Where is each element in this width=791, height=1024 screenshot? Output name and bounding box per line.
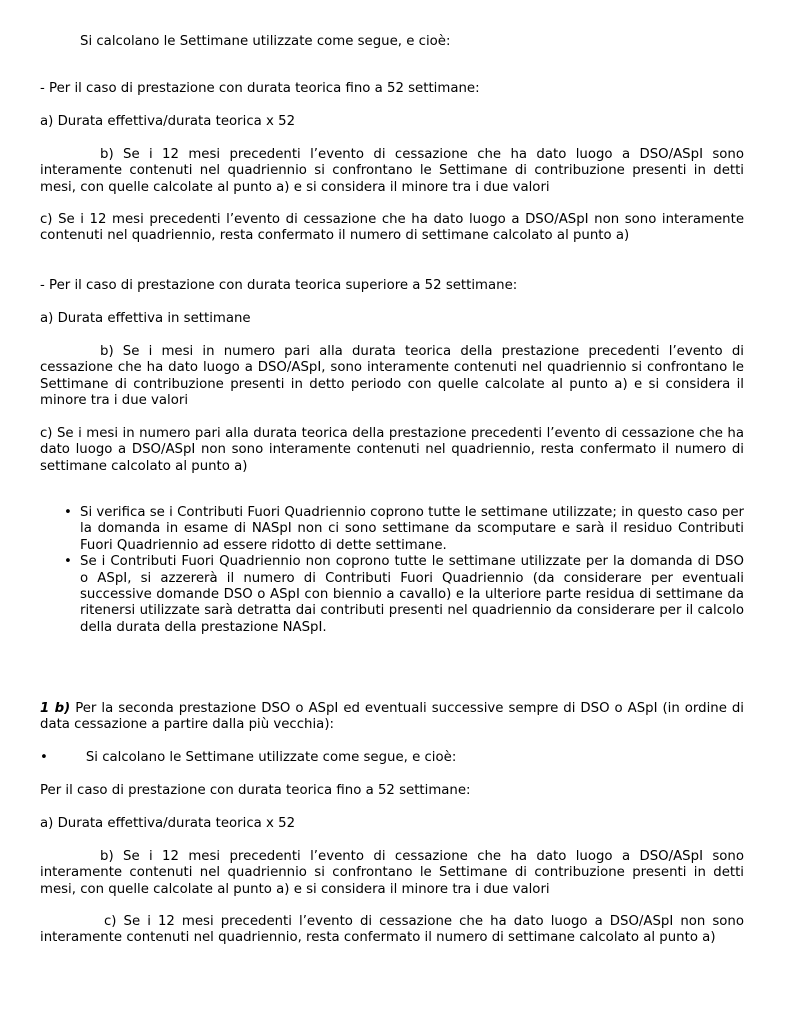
- section-1b-text: Per la seconda prestazione DSO o ASpI ed eventuali successive sempre di DSO o ASpI (in ordine di data cessazione a partire dalla più vecchia):: [40, 701, 744, 733]
- list-item-text: Se i Contributi Fuori Quadriennio non coprono tutte le settimane utilizzate per la domanda di DSO o ASpI, si azzererà il numero di Contributi Fuori Quadriennio (da considerare per eventuali successive domande DSO o ASpI con biennio a cavallo) e la ulteriore parte residua di settimane da ritenersi utilizzate sarà detratta dai contributi presenti nel quadriennio da considerare per il calcolo della durata della prestazione NASpI.: [80, 554, 744, 635]
- bullet-dot: •: [40, 750, 48, 765]
- point-c-12-months-repeat: c) Se i 12 mesi precedenti l’evento di cessazione che ha dato luogo a DSO/ASpI non sono interamente contenuti nel quadriennio, resta confermato il numero di settimane calcolato al punto a): [40, 914, 744, 946]
- point-b-theoretical: b) Se i mesi in numero pari alla durata teorica della prestazione precedenti l’evento di cessazione che ha dato luogo a DSO/ASpI, sono interamente contenuti nel quadriennio si confrontano le Settimane di contribuzione presenti in detto periodo con quelle calcolate al punto a) e si considera il minore tra i due valori: [40, 344, 744, 409]
- point-a-ratio: a) Durata effettiva/durata teorica x 52: [40, 114, 296, 129]
- case-heading-up-to-52: - Per il caso di prestazione con durata teorica fino a 52 settimane:: [40, 81, 480, 96]
- case-heading-over-52: - Per il caso di prestazione con durata teorica superiore a 52 settimane:: [40, 278, 518, 293]
- list-item-text: Si verifica se i Contributi Fuori Quadriennio coprono tutte le settimane utilizzate; in questo caso per la domanda in esame di NASpI non ci sono settimane da scomputare e sarà il residuo Contributi Fuori Quadriennio ad essere ridotto di dette settimane.: [80, 505, 744, 553]
- list-item: [40, 554, 744, 636]
- point-a-ratio-repeat: a) Durata effettiva/durata teorica x 52: [40, 816, 296, 831]
- point-c-12-months: c) Se i 12 mesi precedenti l’evento di cessazione che ha dato luogo a DSO/ASpI non sono interamente contenuti nel quadriennio, resta confermato il numero di settimane calcolato al punto a): [40, 212, 744, 244]
- bullet-list: [40, 505, 744, 636]
- point-b-12-months-repeat: b) Se i 12 mesi precedenti l’evento di cessazione che ha dato luogo a DSO/ASpI sono interamente contenuti nel quadriennio si confrontano le Settimane di contribuzione presenti in detti mesi, con quelle calcolate al punto a) e si considera il minore tra i due valori: [40, 849, 744, 897]
- intro-line: Si calcolano le Settimane utilizzate come segue, e cioè:: [80, 34, 451, 49]
- section-1b-label: 1 b): [40, 701, 71, 716]
- point-b-12-months: b) Se i 12 mesi precedenti l’evento di cessazione che ha dato luogo a DSO/ASpI sono interamente contenuti nel quadriennio si confrontano le Settimane di contribuzione presenti in detti mesi, con quelle calcolate al punto a) e si considera il minore tra i due valori: [40, 147, 744, 195]
- case-heading-up-to-52-repeat: Per il caso di prestazione con durata teorica fino a 52 settimane:: [40, 783, 471, 798]
- section-1b-bullet-text: Si calcolano le Settimane utilizzate come segue, e cioè:: [85, 750, 457, 765]
- list-item: [40, 505, 744, 554]
- bullet-dot: •: [64, 554, 72, 570]
- section-1b-bullet: [40, 750, 744, 766]
- section-1b-intro: [40, 701, 744, 734]
- bullet-dot: •: [64, 505, 72, 520]
- point-c-theoretical: c) Se i mesi in numero pari alla durata teorica della prestazione precedenti l’evento di cessazione che ha dato luogo a DSO/ASpI non sono interamente contenuti nel quadriennio, resta confermato il numero di settimane calcolato al punto a): [40, 426, 744, 474]
- point-a-effective: a) Durata effettiva in settimane: [40, 311, 251, 326]
